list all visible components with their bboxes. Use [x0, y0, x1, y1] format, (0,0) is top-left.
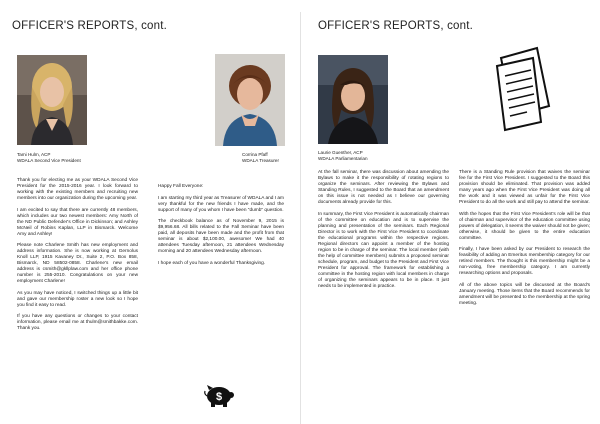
vp-paragraph: I am excited to say that there are currently 48 members, which includes our two newest members: Amy North of the ND Public Defender's Office in Dickinson; and Ashley McNeil of Robins Kaplan, LLP in Bismarck. Welcome Amy and Ashley! [17, 207, 138, 237]
avatar-laurie-guenther [318, 55, 388, 144]
caption-treasurer [242, 152, 312, 164]
avatar-corrina-pfaff [215, 54, 285, 146]
treasurer-paragraph: I am starting my third year as Treasurer of WDALA and I am very thankful for the new friends I have made, and the support of many of you whom I have been "dumb" question. [158, 195, 284, 213]
treasurer-report [158, 184, 284, 272]
treasurer-paragraph: Happy Fall Everyone: [158, 184, 204, 189]
vp-paragraph: Thank you for electing me as your WDALA Second Vice President for the 2015-2016 year. I look forward to working with the existing members and recruiting new members into our organization during the upcoming year. [17, 178, 138, 201]
caption-vp-title: WDALA Second Vice President [17, 158, 81, 163]
treasurer-paragraph: I hope each of you have a wonderful Thanksgiving. [158, 260, 266, 266]
caption-treasurer-title: WDALA Treasurer [242, 158, 280, 163]
page-heading-right: OFFICER'S REPORTS, cont. [318, 20, 474, 32]
caption-vp-name: Tami Hulm, ACP [17, 152, 51, 157]
page-heading-left: OFFICER'S REPORTS, cont. [12, 20, 168, 32]
caption-parliamentarian-name: Laurie Guenther, ACP [318, 150, 363, 155]
parliamentarian-paragraph: At the fall seminar, there was discussion about amending the Bylaws to make it the responsibility of rotating regions to organize the seminars. After reviewing the Bylaws and Standing Rules, I suggested to the Board that an amendment on this issue is not needed as I believe our governing documents already provide for this. [318, 170, 449, 205]
vp-report [17, 178, 138, 338]
caption-treasurer-name: Corrina Pfaff [242, 152, 268, 157]
documents-icon [493, 44, 557, 136]
vp-paragraph: Please note Charlene Smith has new employment and address information. She is now working at Gernolus Knoll LLP, 1915 Kavaney Dr., Suite 2, P.O. Box 858, Bismarck, ND 58502-0858. Charlene's new email address is csmith@gkllplaw.com and her office phone number is 255-2010. Congratulations on your new employment Charlene! [17, 243, 138, 284]
piggy-bank-dollar: $ [215, 391, 223, 403]
caption-parliamentarian [318, 150, 438, 162]
parliamentarian-paragraph: With the hopes that the First Vice President's role will be that of chairman and supervisor of the education committee using powers of delegation, it seems the waiver should not be given; otherwise, it should be given to the entire education committee. [459, 211, 590, 241]
vp-paragraph: If you have any questions or changes to your contact information, please email me at thulm@smithbakke.com. Thank you. [17, 314, 138, 331]
page-divider [300, 12, 301, 424]
parliamentarian-report-col1 [318, 170, 449, 295]
vp-paragraph: As you may have noticed, I switched things up a little bit and gave our membership roster a new look so I hope you find it easy to read. [17, 290, 138, 308]
parliamentarian-paragraph: All of the above topics will be discussed at the Board's January meeting. Those items that the Board recommends for amendment will be presented to the membership at the spring meeting. [459, 282, 590, 306]
caption-vp [17, 152, 137, 164]
avatar-tami-hulm [17, 55, 87, 145]
parliamentarian-paragraph: There is a Standing Rule provision that waives the seminar fee for the First Vice President. I suggested to the Board this provision should be eliminated. That provision was added many years ago when the First Vice President was doing all the work and it was viewed as unfair for the First Vice President to do all the work and still pay to attend the seminar. [459, 170, 590, 205]
parliamentarian-paragraph: In summary, the First Vice President is automatically chairman of the committee on education and is to supervise the planning and presentation of the seminars. Each Regional Director is to work with the First Vice President to coordinate the educational programs within the respective regions. Regional directors can appoint a member of the hosting region to be in charge of the seminar. The local member (with the help of committee members) submits a proposed seminar schedule, program, and budget to the President and First Vice President for approval. The framework for establishing a committee in the hosting region with local members in charge of organizing the seminars appears to be in place. It just needs to be implemented in practice. [318, 211, 449, 289]
piggy-bank-icon [203, 382, 235, 408]
treasurer-paragraph: The checkbook balance as of November 9, 2015 is $9,956.68. All bills related to the Fall Seminar have been paid, all deposits have been made and the profit from that seminar is about $2,100.00, awesome! We had 40 attendees Tuesday afternoon, 21 attendees Wednesday morning and 20 attendees Wednesday afternoon. [158, 219, 284, 254]
parliamentarian-report-col2 [459, 170, 590, 312]
caption-parliamentarian-title: WDALA Parliamentarian [318, 156, 368, 161]
parliamentarian-paragraph: Finally, I have been asked by our President to research the feasibility of adding an Emeritus membership category for our retired members. The thought is this membership might be a non-voting, free membership category. I am currently researching options and proposals. [459, 247, 590, 276]
